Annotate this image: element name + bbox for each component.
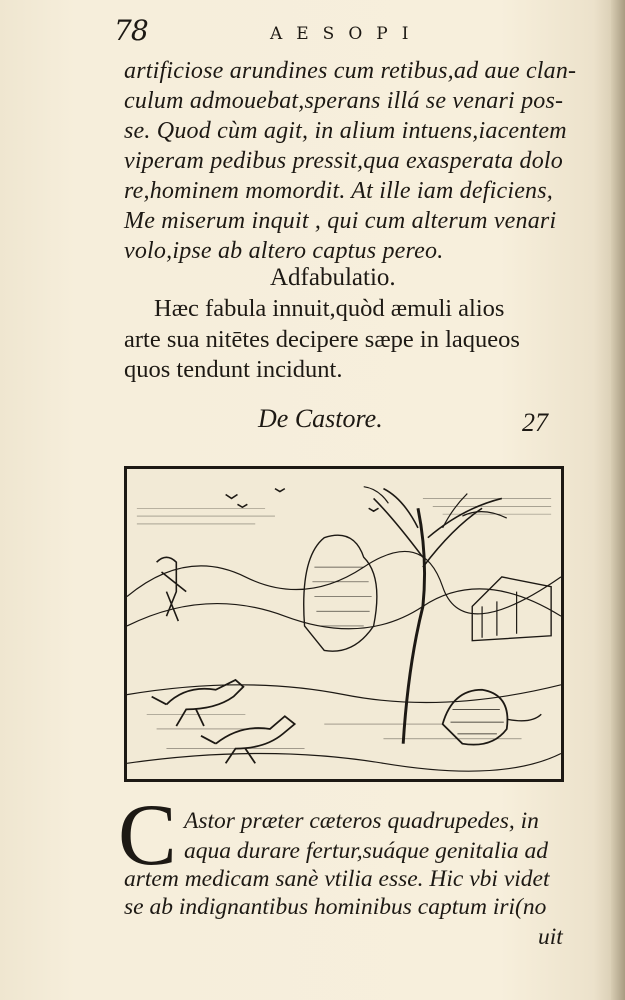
fable-title: De Castore. — [258, 404, 383, 433]
text-line: se. Quod cùm agit, in alium intuens,iacentem — [124, 118, 567, 144]
fable-number: 27 — [522, 408, 548, 437]
text-line: artem medicam sanè vtilia esse. Hic vbi videt — [124, 866, 550, 892]
text-line: se ab indignantibus hominibus captum iri(no — [124, 894, 547, 920]
drop-cap: C — [118, 787, 177, 884]
page-number: 78 — [114, 14, 148, 47]
moral-line: Hæc fabula innuit,quòd æmuli alios — [154, 295, 505, 322]
text-line: re,hominem momordit. At ille iam deficiens, — [124, 178, 553, 204]
moral-heading: Adfabulatio. — [270, 264, 396, 291]
text-line: volo,ipse ab altero captus pereo. — [124, 238, 444, 264]
text-line: artificiose arundines cum retibus,ad aue clan- — [124, 58, 577, 84]
woodcut-illustration — [124, 466, 564, 782]
page-edge-shadow — [611, 0, 625, 1000]
moral-line: arte sua nitētes decipere sæpe in laqueos — [124, 326, 520, 353]
text-line: aqua durare fertur,suáque genitalia ad — [184, 838, 549, 864]
running-title: AESOPI — [270, 24, 423, 44]
text-line: uit — [538, 924, 563, 950]
text-line: Me miserum inquit , qui cum alterum venari — [124, 208, 557, 234]
moral-line: quos tendunt incidunt. — [124, 356, 343, 383]
text-line: culum admouebat,sperans illá se venari pos- — [124, 88, 564, 114]
text-line: Astor præter cæteros quadrupedes, in — [184, 808, 539, 834]
text-line: viperam pedibus pressit,qua exasperata dolo — [124, 148, 563, 174]
